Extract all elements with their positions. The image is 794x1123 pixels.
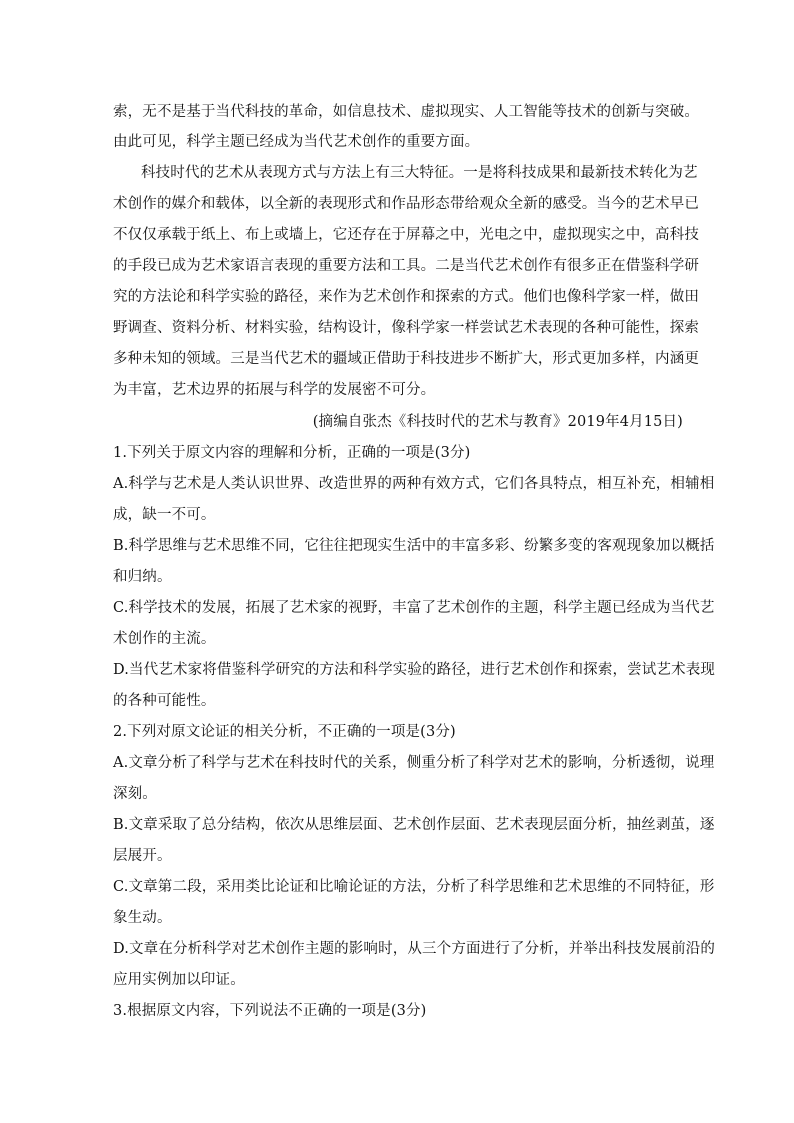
option-line: 应用实例加以印证。 [113,972,245,988]
paragraph-line: 为丰富，艺术边界的拓展与科学的发展密不可分。 [113,382,436,398]
option-line: 成，缺一不可。 [113,507,216,523]
paragraph-line: 由此可见，科学主题已经成为当代艺术创作的重要方面。 [113,134,480,150]
question-stem: 2.下列对原文论证的相关分析，不正确的一项是(3分) [113,724,456,740]
option-line: C.文章第二段，采用类比论证和比喻论证的方法，分析了科学思维和艺术思维的不同特征，形 [113,879,715,895]
paragraph-line: 术创作的媒介和载体，以全新的表现形式和作品形态带给观众全新的感受。当今的艺术早已 [113,196,699,212]
option-line: 和归纳。 [113,569,172,585]
option-line: 象生动。 [113,910,172,926]
paragraph-line: 科技时代的艺术从表现方式与方法上有三大特征。一是将科技成果和最新技术转化为艺 [141,165,698,181]
option-line: D.当代艺术家将借鉴科学研究的方法和科学实验的路径，进行艺术创作和探索，尝试艺术表现 [113,662,716,678]
option-line: 深刻。 [113,786,157,802]
option-line: D.文章在分析科学对艺术创作主题的影响时，从三个方面进行了分析，并举出科技发展前沿的 [113,941,716,957]
question-stem: 3.根据原文内容，下列说法不正确的一项是(3分) [113,1003,427,1019]
question-stem: 1.下列关于原文内容的理解和分析，正确的一项是(3分) [113,445,471,461]
option-line: 层展开。 [113,848,172,864]
paragraph-line: 索，无不是基于当代科技的革命，如信息技术、虚拟现实、人工智能等技术的创新与突破。 [113,104,699,120]
paragraph-line: 的手段已成为艺术家语言表现的重要方法和工具。二是当代艺术创作有很多正在借鉴科学研 [113,258,699,274]
option-line: B.文章采取了总分结构，依次从思维层面、艺术创作层面、艺术表现层面分析，抽丝剥茧，逐 [113,817,715,833]
paragraph-line: 不仅仅承载于纸上、布上或墙上，它还存在于屏幕之中，光电之中，虚拟现实之中，高科技 [113,227,699,243]
option-line: A.文章分析了科学与艺术在科技时代的关系，侧重分析了科学对艺术的影响，分析透彻，说理 [113,755,715,771]
option-line: 的各种可能性。 [113,693,216,709]
paragraph-line: 多种未知的领域。三是当代艺术的疆域正借助于科技进步不断扩大，形式更加多样，内涵更 [113,351,699,367]
source-citation: (摘编自张杰《科技时代的艺术与教育》2019年4月15日) [312,414,683,430]
option-line: C.科学技术的发展，拓展了艺术家的视野，丰富了艺术创作的主题，科学主题已经成为当代艺 [113,600,715,616]
paragraph-line: 究的方法论和科学实验的路径，来作为艺术创作和探索的方式。他们也像科学家一样，做田 [113,289,699,305]
option-line: A.科学与艺术是人类认识世界、改造世界的两种有效方式，它们各具特点，相互补充，相辅相 [113,476,715,492]
paragraph-line: 野调查、资料分析、材料实验，结构设计，像科学家一样尝试艺术表现的各种可能性，探索 [113,320,699,336]
option-line: B.科学思维与艺术思维不同，它往往把现实生活中的丰富多彩、纷繁多变的客观现象加以概括 [113,538,715,554]
option-line: 术创作的主流。 [113,631,216,647]
